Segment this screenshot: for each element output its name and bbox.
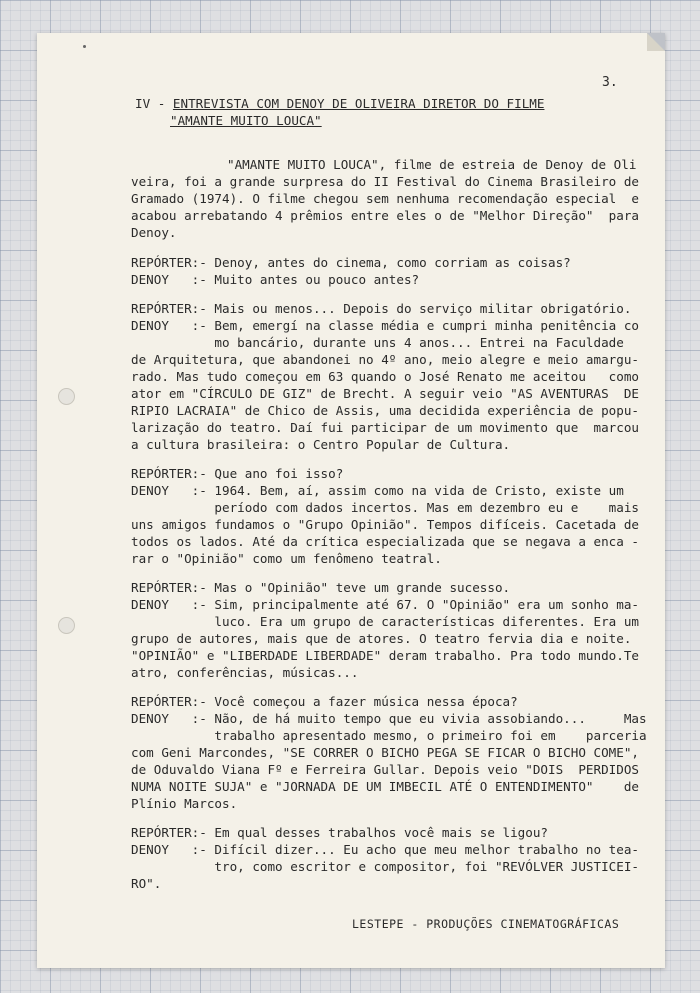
answer-continuation: uns amigos fundamos o "Grupo Opinião". Tempos difíceis. Cacetada de xyxy=(131,517,639,532)
reporter-question: REPÓRTER:- Você começou a fazer música nessa época? xyxy=(131,694,518,709)
punch-hole xyxy=(58,617,75,634)
footer-company: LESTEPE - PRODUÇÕES CINEMATOGRÁFICAS xyxy=(352,917,620,931)
answer-continuation: de Arquitetura, que abandonei no 4º ano, meio alegre e meio amargu- xyxy=(131,352,639,367)
answer-continuation: ator em "CÍRCULO DE GIZ" de Brecht. A seguir veio "AS AVENTURAS DE xyxy=(131,386,639,401)
document-page xyxy=(37,33,665,968)
intro-line: acabou arrebatando 4 prêmios entre eles o de "Melhor Direção" para xyxy=(131,208,639,223)
answer-continuation: Plínio Marcos. xyxy=(131,796,238,811)
reporter-question: REPÓRTER:- Mas o "Opinião" teve um grande sucesso. xyxy=(131,580,511,595)
intro-line: Denoy. xyxy=(131,225,177,240)
answer-continuation: RO". xyxy=(131,876,162,891)
denoy-answer: DENOY :- Não, de há muito tempo que eu vivia assobiando... Mas xyxy=(131,711,647,726)
reporter-question: REPÓRTER:- Denoy, antes do cinema, como corriam as coisas? xyxy=(131,255,571,270)
heading-line-1: IV - ENTREVISTA COM DENOY DE OLIVEIRA DIRETOR DO FILME xyxy=(135,96,545,111)
denoy-answer: DENOY :- Difícil dizer... Eu acho que meu melhor trabalho no tea- xyxy=(131,842,639,857)
heading-title: ENTREVISTA COM DENOY DE OLIVEIRA DIRETOR DO FILME xyxy=(172,96,545,111)
paper-speck xyxy=(83,45,86,48)
denoy-answer: DENOY :- 1964. Bem, aí, assim como na vida de Cristo, existe um xyxy=(131,483,624,498)
denoy-answer: DENOY :- Muito antes ou pouco antes? xyxy=(131,272,420,287)
punch-hole xyxy=(58,388,75,405)
page-number: 3. xyxy=(602,75,618,90)
answer-continuation: luco. Era um grupo de características diferentes. Era um xyxy=(131,614,639,629)
answer-continuation: RIPIO LACRAIA" de Chico de Assis, uma decidida experiência de popu- xyxy=(131,403,639,418)
answer-continuation: larização do teatro. Daí fui participar de um movimento que marcou xyxy=(131,420,639,435)
answer-continuation: período com dados incertos. Mas em dezembro eu e mais xyxy=(131,500,639,515)
intro-line: veira, foi a grande surpresa do II Festival do Cinema Brasileiro de xyxy=(131,174,639,189)
denoy-answer: DENOY :- Bem, emergí na classe média e cumpri minha penitência co xyxy=(131,318,639,333)
answer-continuation: mo bancário, durante uns 4 anos... Entrei na Faculdade xyxy=(131,335,624,350)
answer-continuation: tro, como escritor e compositor, foi "REVÓLVER JUSTICEI- xyxy=(131,859,639,874)
intro-line: Gramado (1974). O filme chegou sem nenhuma recomendação especial e xyxy=(131,191,639,206)
answer-continuation: com Geni Marcondes, "SE CORRER O BICHO PEGA SE FICAR O BICHO COME", xyxy=(131,745,639,760)
answer-continuation: rar o "Opinião" como um fenômeno teatral. xyxy=(131,551,442,566)
heading-line-2: "AMANTE MUITO LOUCA" xyxy=(170,113,322,128)
answer-continuation: a cultura brasileira: o Centro Popular de Cultura. xyxy=(131,437,511,452)
answer-continuation: "OPINIÃO" e "LIBERDADE LIBERDADE" deram trabalho. Pra todo mundo.Te xyxy=(131,648,639,663)
answer-continuation: rado. Mas tudo começou em 63 quando o José Renato me aceitou como xyxy=(131,369,639,384)
denoy-answer: DENOY :- Sim, principalmente até 67. O "Opinião" era um sonho ma- xyxy=(131,597,639,612)
reporter-question: REPÓRTER:- Que ano foi isso? xyxy=(131,466,344,481)
intro-line: "AMANTE MUITO LOUCA", filme de estreia de Denoy de Oli xyxy=(227,157,637,172)
answer-continuation: todos os lados. Até da crítica especializada que se negava a enca - xyxy=(131,534,639,549)
answer-continuation: grupo de autores, mais que de atores. O teatro fervia dia e noite. xyxy=(131,631,632,646)
answer-continuation: atro, conferências, músicas... xyxy=(131,665,359,680)
answer-continuation: trabalho apresentado mesmo, o primeiro foi em parceria xyxy=(131,728,647,743)
answer-continuation: NUMA NOITE SUJA" e "JORNADA DE UM IMBECIL ATÉ O ENTENDIMENTO" de xyxy=(131,779,639,794)
reporter-question: REPÓRTER:- Mais ou menos... Depois do serviço militar obrigatório. xyxy=(131,301,632,316)
answer-continuation: de Oduvaldo Viana Fº e Ferreira Gullar. Depois veio "DOIS PERDIDOS xyxy=(131,762,639,777)
page-corner-fold xyxy=(647,33,665,51)
reporter-question: REPÓRTER:- Em qual desses trabalhos você mais se ligou? xyxy=(131,825,549,840)
